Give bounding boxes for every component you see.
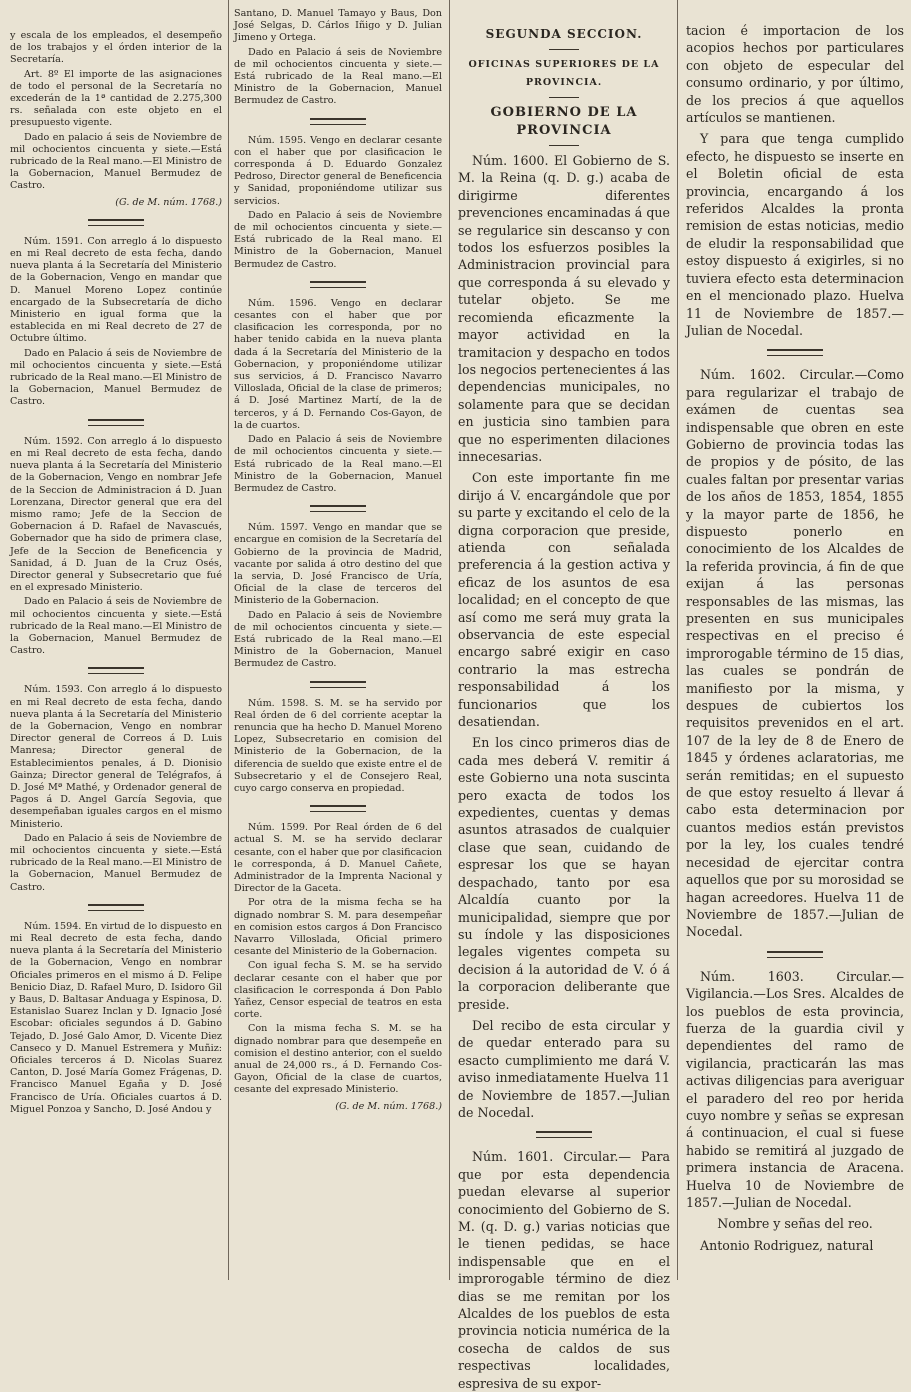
decree-1603: Núm. 1603. Circular.— Vigilancia.—Los Sres. Alcaldes de los pueblos de esta provincia, fuerza de la guardia civil y dependientes del ramo de vigilancia, practicarán las mas activas diligencias para averiguar el paradero del reo por herida cuyo nombre y señas se expresan á continuacion, el cual si fuese habido se remitirá al juzgado de primera instancia de Aracena. Huelva 10 de Noviembre de 1857.—Julian de Nocedal. bbox=[686, 968, 904, 1210]
paragraph: Por otra de la misma fecha se ha dignado nombrar S. M. para desempeñar en comision estos cargos á Don Francisco Navarro Villoslada, Oficial primero cesante del Ministerio de la Gobernacion. bbox=[234, 897, 442, 958]
suspect-heading: Nombre y señas del reo. bbox=[717, 1216, 873, 1232]
paragraph: tacion é importacion de los acopios hechos por particulares con objeto de especular del consumo ordinario, y por último, de los precios á que aquellos artículos se mantienen. bbox=[686, 23, 904, 126]
separator-rule bbox=[310, 118, 366, 125]
column-rule bbox=[449, 0, 450, 1280]
section-heading: SEGUNDA SECCION. bbox=[485, 27, 643, 41]
decree-1602: Núm. 1602. Circular.—Como para regularizar el trabajo de exámen de cuentas sea indispensable que obren en este Gobierno de provincia todas las de propios y de pósito, de las cuales faltan por presentar varias de los años de 1853, 1854, 1855 y la mayor parte de 1856, he dispuesto ponerlo en conocimiento de los Alcaldes de la referida provincia, á fin de que exijan á las personas responsables de las mismas, las presenten en sus municipales respectivas en el preciso é improrogable término de 15 dias, las cuales se pondrán de manifiesto por la misma, y despues de cubiertos los requisitos prevenidos en el art. 107 de la ley de 8 de Enero de 1845 y órdenes aclaratorias, me serán remitidas; en el supuesto de que estoy resuelto á llevar á cabo esta determinacion por cuantos medios están previstos por la ley, los cuales tendré necesidad de ejercitar contra aquellos que por su morosidad se hagan acreedores. Huelva 11 de Noviembre de 1857.—Julian de Nocedal. bbox=[686, 367, 904, 940]
paragraph: Santano, D. Manuel Tamayo y Baus, Don José Selgas, D. Cárlos Iñigo y D. Julian Jimeno y Ortega. bbox=[234, 8, 442, 44]
citation: (G. de M. núm. 1768.) bbox=[115, 196, 222, 208]
decree-1601: Núm. 1601. Circular.— Para que por esta dependencia puedan elevarse al superior conocimiento del Gobierno de S. M. (q. D. g.) varias noticias que le tienen pedidas, se hace indispensable que en el improrogable término de diez dias se me remitan por los Alcaldes de los pueblos de esta provincia noticia numérica de la cosecha de caldos de sus respectivas localidades, espresiva de su expor- bbox=[458, 1149, 670, 1391]
subsection-heading: OFICINAS SUPERIORES DE LA PROVINCIA. bbox=[468, 59, 660, 88]
paragraph: Dado en Palacio á seis de Noviembre de mil ochocientos cincuenta y siete.—Está rubricado de la Real mano. El Ministro de la Gobernacion, Manuel Bermudez de Castro. bbox=[234, 209, 442, 270]
separator-rule bbox=[549, 97, 579, 98]
separator-rule bbox=[310, 505, 366, 512]
paragraph: Con igual fecha S. M. se ha servido declarar cesante con el haber que por clasificacion le corresponda á Don Pablo Yañez, Censor especial de teatros en esta corte. bbox=[234, 960, 442, 1021]
column-2 bbox=[234, 8, 442, 1272]
separator-rule bbox=[549, 145, 579, 146]
decree-1598: Núm. 1598. S. M. se ha servido por Real órden de 6 del corriente aceptar la renuncia que ha hecho D. Manuel Moreno Lopez, Subsecretario en comision del Ministerio de la Gobernacion, de la diferencia de sueldo que existe entre el de Subsecretario y el de Consejero Real, cuyo cargo conserva en propiedad. bbox=[234, 697, 442, 794]
paragraph: Art. 8º El importe de las asignaciones de todo el personal de la Secretaría no excederán de la 1ª cantidad de 2.275,300 rs. señalada con este objeto en el presupuesto vigente. bbox=[10, 68, 222, 129]
decree-1592: Núm. 1592. Con arreglo á lo dispuesto en mi Real decreto de esta fecha, dando nueva planta á la Secretaría del Ministerio de la Gobernacion, Vengo en nombrar Jefe de la Seccion de Administracion á D. Juan Lorenzana, Director general que era del mismo ramo; Jefe de la Seccion de Gobernacion á D. Rafael de Navascués, Gobernador que ha sido de primera clase, Jefe de la Seccion de Beneficencia y Sanidad, á D. Juan de la Cruz Osés, Director general y Subsecretario que fué en el expresado Ministerio. bbox=[10, 435, 222, 594]
paragraph: En los cinco primeros dias de cada mes deberá V. remitir á este Gobierno una nota suscinta pero exacta de todos los expedientes, cuentas y demas asuntos atrasados de cualquier clase que sean, cuidando de espresar los que se hayan despachado, tanto por esa Alcaldía cuanto por la municipalidad, siempre que por su índole y las disposiciones legales vigentes competa su decision á la autoridad de V. ó á la corporacion deliberante que preside. bbox=[458, 735, 670, 1012]
separator-rule bbox=[310, 281, 366, 288]
decree-1593: Núm. 1593. Con arreglo á lo dispuesto en mi Real decreto de esta fecha, dando nueva planta á la Secretaría del Ministerio de la Gobernacion, Vengo en nombrar Director general de Correos á D. Luis Manresa; Director general de Establecimientos penales, á D. Dionisio Gainza; Director general de Telégrafos, á D. José Mª Mathé, y Ordenador general de Pagos á D. Angel García Segovia, que desempeñaban iguales cargos en el mismo Ministerio. bbox=[10, 684, 222, 830]
decree-1594: Núm. 1594. En virtud de lo dispuesto en mi Real decreto de esta fecha, dando nueva planta á la Secretaría del Ministerio de la Gobernacion, Vengo en nombrar Oficiales primeros en el mismo á D. Felipe Benicio Diaz, D. Rafael Muro, D. Isidoro Gil y Baus, D. Baltasar Anduaga y Espinosa, D. Estanislao Suarez Inclan y D. Ignacio José Escobar: oficiales segundos á D. Gabino Tejado, D. José Galo Amor, D. Vicente Diez Canseco y D. Manuel Estremera y Muñiz: Oficiales terceros á D. Nicolas Suarez Canton, D. José María Gomez Frágenas, D. Francisco Manuel Egaña y D. José Francisco de Uría. Oficiales cuartos á D. Miguel Ponzoa y Sancho, D. José Andou y bbox=[10, 920, 222, 1115]
paragraph: Dado en palacio á seis de Noviembre de mil ochocientos cincuenta y siete.—Está rubricado de la Real mano.—El Ministro de la Gobernacion, Manuel Bermudez de Castro. bbox=[10, 131, 222, 192]
paragraph: Con la misma fecha S. M. se ha dignado nombrar para que desempeñe en comision el destino anterior, con el sueldo anual de 24,000 rs., á D. Fernando Cos-Gayon, Oficial de la clase de cuartos, cesante del expresado Ministerio. bbox=[234, 1023, 442, 1096]
decree-1599: Núm. 1599. Por Real órden de 6 del actual S. M. se ha servido declarar cesante, con el haber que por clasificacion le corresponda, á D. Manuel Cañete, Administrador de la Imprenta Nacional y Director de la Gaceta. bbox=[234, 822, 442, 895]
decree-1597: Núm. 1597. Vengo en mandar que se encargue en comision de la Secretaría del Gobierno de la provincia de Madrid, vacante por salida á otro destino del que la servia, D. José Francisco de Uría, Oficial de la clase de terceros del Ministerio de la Gobernacion. bbox=[234, 522, 442, 607]
column-3 bbox=[458, 26, 670, 1391]
separator-rule bbox=[310, 681, 366, 688]
office-heading: GOBIERNO DE LA PROVINCIA bbox=[490, 105, 638, 138]
separator-rule bbox=[536, 1131, 592, 1138]
decree-1591: Núm. 1591. Con arreglo á lo dispuesto en mi Real decreto de esta fecha, dando nueva planta á la Secretaría del Ministerio de la Gobernacion, Vengo en mandar que D. Manuel Moreno Lopez continúe encargado de la Subsecretaría de dicho Ministerio en igual forma que la establecida en mi Real decreto de 27 de Octubre último. bbox=[10, 235, 222, 345]
column-rule bbox=[228, 0, 229, 1280]
paragraph: Dado en Palacio á seis de Noviembre de mil ochocientos cincuenta y siete.—Está rubricado de la Real mano.—El Ministro de la Gobernacion, Manuel Bermudez de Castro. bbox=[234, 46, 442, 107]
decree-1596: Núm. 1596. Vengo en declarar cesantes con el haber que por clasificacion les corresponda, por no haber tenido cabida en la nueva planta dada á la Secretaría del Ministerio de la Gobernacion, y proponiéndome utilizar sus servicios, á D. Francisco Navarro Villoslada, Oficial de la clase de primeros; á D. José Martinez Martí, de la de terceros, y á D. Fernando Cos-Gayon, de la de cuartos. bbox=[234, 297, 442, 431]
paragraph: Del recibo de esta circular y de quedar enterado para su esacto cumplimiento me dará V. aviso inmediatamente Huelva 11 de Noviembre de 1857.—Julian de Nocedal. bbox=[458, 1017, 670, 1120]
separator-rule bbox=[549, 49, 579, 50]
column-4 bbox=[686, 22, 904, 1272]
column-rule bbox=[677, 0, 678, 1280]
paragraph: Dado en Palacio á seis de Noviembre de mil ochocientos cincuenta y siete.—Está rubricado de la Real mano.—El Ministro de la Gobernacion, Manuel Bermudez de Castro. bbox=[10, 596, 222, 657]
decree-1600: Núm. 1600. El Gobierno de S. M. la Reina (q. D. g.) acaba de dirigirme diferentes prevenciones encaminadas á que se regularice sin descanso y con todos los esfuerzos posibles la Administracion provincial para que corresponda á su elevado y tutelar objeto. Se me recomienda eficazmente la mayor actividad en la tramitacion y despacho en todos los negocios pertenecientes á las dependencias municipales, no solamente para que se decidan en justicia sino tambien para que no esperimenten dilaciones innecesarias. bbox=[458, 153, 670, 464]
separator-rule bbox=[88, 419, 144, 426]
separator-rule bbox=[88, 904, 144, 911]
citation: (G. de M. núm. 1768.) bbox=[335, 1100, 442, 1112]
paragraph: Con este importante fin me dirijo á V. encargándole que por su parte y excitando el celo de la digna corporacion que preside, atienda con señalada preferencia á la gestion activa y eficaz de los asuntos de esa localidad; en el concepto de que así como me será muy grata la observancia de este especial encargo sabré exigir en caso contrario la mas estrecha responsabilidad á los funcionarios que los desatiendan. bbox=[458, 470, 670, 730]
paragraph: y escala de los empleados, el desempeño de los trabajos y el órden interior de la Secretaría. bbox=[10, 30, 222, 66]
separator-rule bbox=[767, 951, 823, 958]
paragraph: Dado en Palacio á seis de Noviembre de mil ochocientos cincuenta y siete.—Está rubricado de la Real mano.—El Ministro de la Gobernacion, Manuel Bermudez de Castro. bbox=[234, 609, 442, 670]
separator-rule bbox=[310, 805, 366, 812]
decree-1595: Núm. 1595. Vengo en declarar cesante con el haber que por clasificacion le corresponda á D. Eduardo Gonzalez Pedroso, Director general de Beneficencia y Sanidad, proponiéndome utilizar sus servicios. bbox=[234, 134, 442, 207]
paragraph: Dado en Palacio á seis de Noviembre de mil ochocientos cincuenta y siete.—Está rubricado de la Real mano.—El Ministro de la Gobernacion, Manuel Bermudez de Castro. bbox=[10, 347, 222, 408]
paragraph: Dado en Palacio á seis de Noviembre de mil ochocientos cincuenta y siete.—Está rubricado de la Real mano.—El Ministro de la Gobernacion, Manuel Bermudez de Castro. bbox=[10, 832, 222, 893]
paragraph: Dado en Palacio á seis de Noviembre de mil ochocientos cincuenta y siete.—Está rubricado de la Real mano.—El Ministro de la Gobernacion, Manuel Bermudez de Castro. bbox=[234, 434, 442, 494]
separator-rule bbox=[88, 667, 144, 674]
suspect-name: Antonio Rodriguez, natural bbox=[700, 1237, 874, 1253]
paragraph: Y para que tenga cumplido efecto, he dispuesto se inserte en el Boletin oficial de esta provincia, encargando á los referidos Alcaldes la pronta remision de estas noticias, medio de eludir la responsabilidad que estoy dispuesto á exigirles, si no tuviera efecto esta determinacion en el mencionado plazo. Huelva 11 de Noviembre de 1857.—Julian de Nocedal. bbox=[686, 131, 904, 338]
separator-rule bbox=[767, 349, 823, 356]
separator-rule bbox=[88, 219, 144, 226]
column-1 bbox=[10, 30, 222, 1272]
